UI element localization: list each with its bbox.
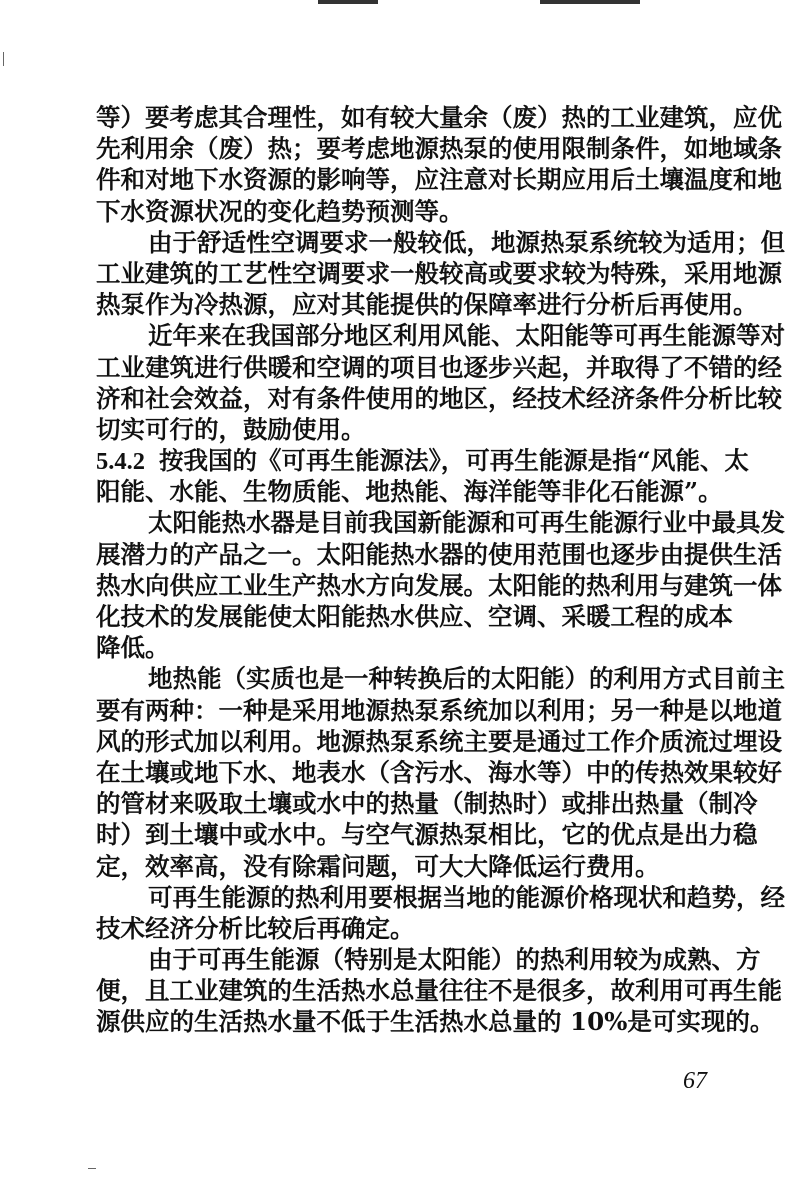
text-line: 等）要考虑其合理性，如有较大量余（废）热的工业建筑，应优 [96, 103, 782, 132]
text-line: 展潜力的产品之一。太阳能热水器的使用范围也逐步由提供生活 [96, 539, 782, 569]
text-line: 降低。 [96, 633, 170, 663]
text-line: 工业建筑进行供暖和空调的项目也逐步兴起，并取得了不错的经 [96, 352, 782, 382]
header-rule-left [318, 0, 378, 4]
header-rule-right [540, 0, 640, 4]
paragraph [96, 102, 782, 227]
paragraph [96, 663, 785, 881]
body-text [96, 102, 785, 1038]
page-number: 67 [683, 1068, 707, 1094]
text-line: 地热能（实质也是一种转换后的太阳能）的利用方式目前主 [148, 664, 785, 694]
text-line: 热水向供应工业生产热水方向发展。太阳能的热利用与建筑一体 [96, 570, 782, 600]
text-line: 济和社会效益，对有条件使用的地区，经技术经济条件分析比较 [96, 383, 782, 413]
paragraph [96, 507, 785, 663]
section-number: 5.4.2 [96, 448, 145, 476]
text-line: 可再生能源的热利用要根据当地的能源价格现状和趋势，经 [148, 882, 785, 912]
text-line-content: 按我国的《可再生能源法》，可再生能源是指“风能、太 [159, 446, 749, 476]
text-line: 技术经济分析比较后再确定。 [96, 913, 415, 943]
text-line: 时）到土壤中或水中。与空气源热泵相比，它的优点是出力稳 [96, 820, 758, 850]
text-line: 先利用余（废）热；要考虑地源热泵的使用限制条件，如地域条 [96, 134, 782, 164]
text-line: 风的形式加以利用。地源热泵系统主要是通过工作介质流过埋设 [96, 726, 782, 756]
text-line: 在土壤或地下水、地表水（含污水、海水等）中的传热效果较好 [96, 757, 782, 787]
text-line: 工业建筑的工艺性空调要求一般较高或要求较为特殊，采用地源 [96, 258, 782, 288]
scan-bottom-mark [88, 1168, 96, 1169]
paragraph [96, 944, 782, 1038]
text-line: 定，效率高，没有除霜问题，可大大降低运行费用。 [96, 851, 660, 881]
text-line: 热泵作为冷热源，应对其能提供的保障率进行分析后再使用。 [96, 290, 758, 320]
paragraph [96, 882, 785, 944]
text-line: 源供应的生活热水量不低于生活热水总量的 10%是可实现的。 [96, 1007, 775, 1037]
section-paragraph [96, 445, 749, 507]
text-line: 由于可再生能源（特别是太阳能）的热利用较为成熟、方 [148, 945, 761, 975]
text-line: 件和对地下水资源的影响等，应注意对长期应用后土壤温度和地 [96, 165, 782, 195]
text-line [96, 445, 749, 476]
text-line: 化技术的发展能使太阳能热水供应、空调、采暖工程的成本 [96, 602, 733, 631]
paragraph [96, 320, 785, 445]
paragraph [96, 227, 785, 321]
text-line: 要有两种：一种是采用地源热泵系统加以利用；另一种是以地道 [96, 695, 782, 725]
scan-margin-mark [3, 52, 4, 66]
text-line: 阳能、水能、生物质能、地热能、海洋能等非化石能源”。 [96, 477, 723, 507]
text-line: 太阳能热水器是目前我国新能源和可再生能源行业中最具发 [148, 508, 785, 538]
text-line: 由于舒适性空调要求一般较低，地源热泵系统较为适用；但 [148, 227, 785, 257]
text-line: 切实可行的，鼓励使用。 [96, 414, 366, 444]
text-line: 下水资源状况的变化趋势预测等。 [96, 196, 464, 226]
text-line: 近年来在我国部分地区利用风能、太阳能等可再生能源等对 [148, 321, 785, 351]
text-line: 便，且工业建筑的生活热水总量往往不是很多，故利用可再生能 [96, 976, 782, 1006]
text-line: 的管材来吸取土壤或水中的热量（制热时）或排出热量（制冷 [96, 789, 758, 819]
